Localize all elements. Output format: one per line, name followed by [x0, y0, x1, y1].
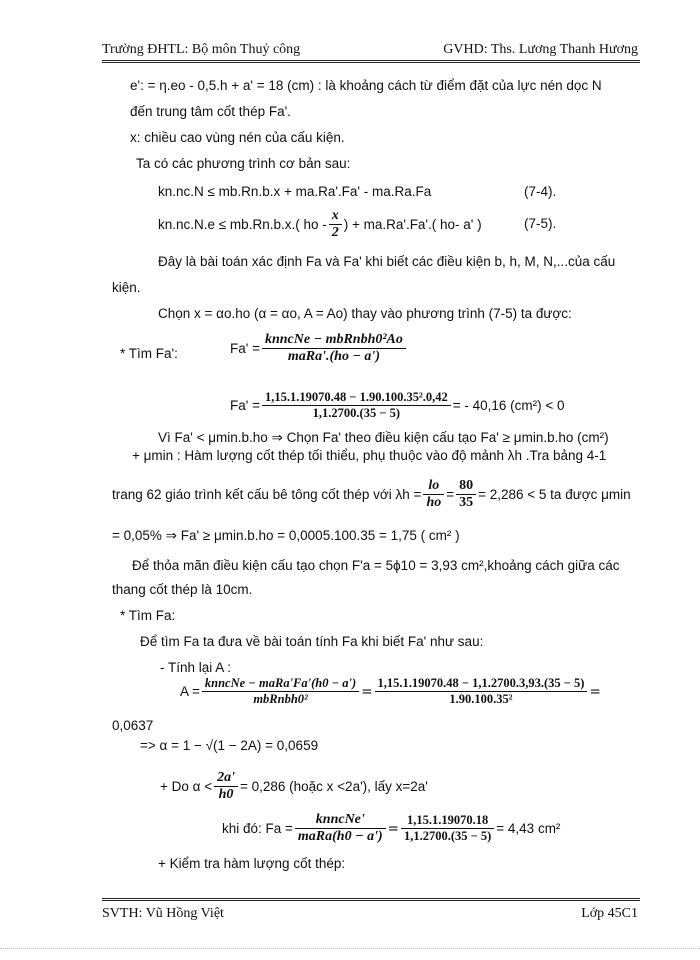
equation-tag: (7-4).	[524, 184, 557, 199]
text-line: kiện.	[112, 280, 141, 295]
fraction	[202, 676, 359, 707]
text-line: đến trung tâm cốt thép Fa'.	[130, 104, 291, 119]
header-rule-2	[102, 62, 640, 63]
fraction	[262, 390, 451, 421]
text-part: = 2,286 < 5 ta được μmin	[478, 487, 631, 502]
fraction-numerator: lo	[423, 478, 444, 495]
fraction-numerator: 1,15.1.19070.48 − 1,1.2700.3,93.(35 − 5)	[375, 676, 588, 692]
text-line: thang cốt thép là 10cm.	[112, 582, 253, 597]
footer-rule	[102, 898, 640, 899]
text-line: Để thỏa mãn điều kiện cấu tạo chọn F'a = 5ϕ10 = 3,93 cm²,khoảng cách giữa các	[132, 558, 620, 573]
formula-result: 0,0637	[112, 718, 154, 733]
text-line: + μmin : Hàm lượng cốt thép tối thiểu, phụ thuộc vào độ mảnh λh .Tra bảng 4-1	[132, 448, 607, 463]
text-part: trang 62 giáo trình kết cấu bê tông cốt thép với λh =	[112, 487, 422, 502]
find-label: * Tìm Fa':	[120, 346, 178, 361]
eq-part: kn.nc.N.e ≤ mb.Rn.b.x.( ho -	[158, 217, 327, 232]
fraction	[375, 676, 588, 707]
equation-tag: (7-5).	[524, 216, 557, 231]
fraction-numerator: 2a'	[214, 770, 238, 787]
footer-rule-2	[102, 900, 640, 901]
condition-line	[160, 770, 428, 803]
formula-fa-prime	[230, 332, 408, 365]
fraction-numerator: knncNe'	[295, 812, 386, 829]
text-line: x: chiều cao vùng nén của cấu kiện.	[130, 130, 345, 145]
fraction-denominator: maRa(h0 − a')	[297, 829, 383, 844]
fraction-numerator: 1,15.1.19070.48 − 1.90.100.35².0,42	[262, 390, 451, 406]
fraction	[401, 813, 494, 844]
fraction-denominator: ho	[426, 495, 442, 510]
alpha-text: => α = 1 − √(1 − 2A) = 0,0659	[140, 738, 319, 753]
header-rule	[102, 60, 640, 61]
fraction-denominator: h0	[218, 787, 234, 802]
footer-left: SVTH: Vũ Hồng Việt	[102, 906, 224, 921]
header-left: Trường ĐHTL: Bộ môn Thuỷ công	[102, 42, 301, 57]
find-label: * Tìm Fa:	[120, 608, 176, 623]
fraction-denominator: 35	[459, 495, 474, 510]
text-line: Ta có các phương trình cơ bản sau:	[136, 156, 351, 171]
formula-result: = - 40,16 (cm²) < 0	[452, 398, 565, 413]
text-line: Để tìm Fa ta đưa về bài toán tính Fa khi biết Fa' như sau:	[140, 634, 484, 649]
fraction	[214, 770, 238, 803]
fraction-denominator: 2	[331, 225, 339, 240]
formula-fa: khi đó: Fa = $\frac{\text{knncNe'}}{\text{maRa(h0 − a')}}$ = $\frac{1,15.1.19070.18}{1,1.2700.(35 - 5)}$ = 4,43 cm²	[222, 812, 561, 844]
slenderness-line: trang 62 giáo trình kết cấu bê tông cốt thép với λh = $\frac{lo}{ho}$ = $\frac{80}{35}$ = 2,286 < 5 ta được μmin	[112, 478, 631, 510]
formula-lhs: khi đó: Fa =	[222, 821, 293, 836]
fraction	[262, 332, 406, 365]
text-part: = 0,286 (hoặc x <2a'), lấy x=2a'	[239, 779, 428, 794]
equation-7-4: kn.nc.N ≤ mb.Rn.b.x + ma.Ra'.Fa' - ma.Ra.Fa	[158, 184, 432, 199]
formula-result: = 4,43 cm²	[496, 821, 561, 836]
formula-lhs: Fa' =	[230, 341, 260, 356]
calc-fa-prime	[230, 390, 565, 421]
fraction-denominator: 1,1.2700.(35 − 5)	[403, 829, 492, 843]
page-edge	[0, 948, 700, 949]
header-right: GVHD: Ths. Lương Thanh Hương	[443, 42, 638, 57]
text-line: - Tính lại A :	[160, 660, 232, 675]
fraction-denominator: 1.90.100.35²	[449, 692, 513, 706]
fraction	[295, 812, 386, 845]
fraction-numerator: knncNe − maRa'Fa'(h0 − a')	[202, 676, 359, 692]
formula-a: A = $\frac{\text{knncNe − maRa'Fa'(h0 − a')}}{\text{mbRnbh0²}}$ = $\frac{1,15.1.19070.48 - 1,1.2700.3,93.(35 - 5)}{\text{1.90.100.35²}}$ =	[180, 676, 601, 706]
text-part: + Do α <	[160, 779, 213, 794]
fraction-numerator: knncNe − mbRnbh0²Ao	[262, 332, 406, 349]
fraction	[456, 478, 476, 511]
equation-7-5	[158, 208, 482, 241]
text-line: = 0,05% ⇒ Fa' ≥ μmin.b.ho = 0,0005.100.35 = 1,75 ( cm² )	[112, 528, 460, 543]
fraction-numerator: 1,15.1.19070.18	[401, 813, 494, 829]
formula-lhs: Fa' =	[230, 398, 260, 413]
fraction-denominator: maRa'.(ho − a')	[287, 349, 380, 364]
fraction-numerator: x	[329, 208, 342, 225]
fraction-denominator: mbRnbh0²	[253, 692, 308, 706]
footer-right: Lớp 45C1	[581, 906, 638, 921]
fraction	[329, 208, 342, 241]
alpha-line	[140, 738, 318, 754]
formula-lhs: A =	[180, 684, 200, 699]
text-line: Vì Fa' < μmin.b.ho ⇒ Chọn Fa' theo điều kiện cấu tạo Fa' ≥ μmin.b.ho (cm²)	[158, 430, 609, 445]
eq-part: ) + ma.Ra'.Fa'.( ho- a' )	[343, 217, 482, 232]
text-line: + Kiểm tra hàm lượng cốt thép:	[158, 856, 346, 871]
text-line: Đây là bài toán xác định Fa và Fa' khi biết các điều kiện b, h, M, N,...của cấu	[158, 254, 616, 269]
fraction-denominator: 1,1.2700.(35 − 5)	[312, 406, 400, 420]
text-line: Chọn x = αo.ho (α = αo, A = Ao) thay vào phương trình (7-5) ta được:	[158, 306, 572, 321]
text-line: e': = η.eo - 0,5.h + a' = 18 (cm) : là khoảng cách từ điểm đặt của lực nén dọc N	[130, 78, 602, 93]
fraction	[423, 478, 444, 511]
fraction-numerator: 80	[456, 478, 476, 495]
